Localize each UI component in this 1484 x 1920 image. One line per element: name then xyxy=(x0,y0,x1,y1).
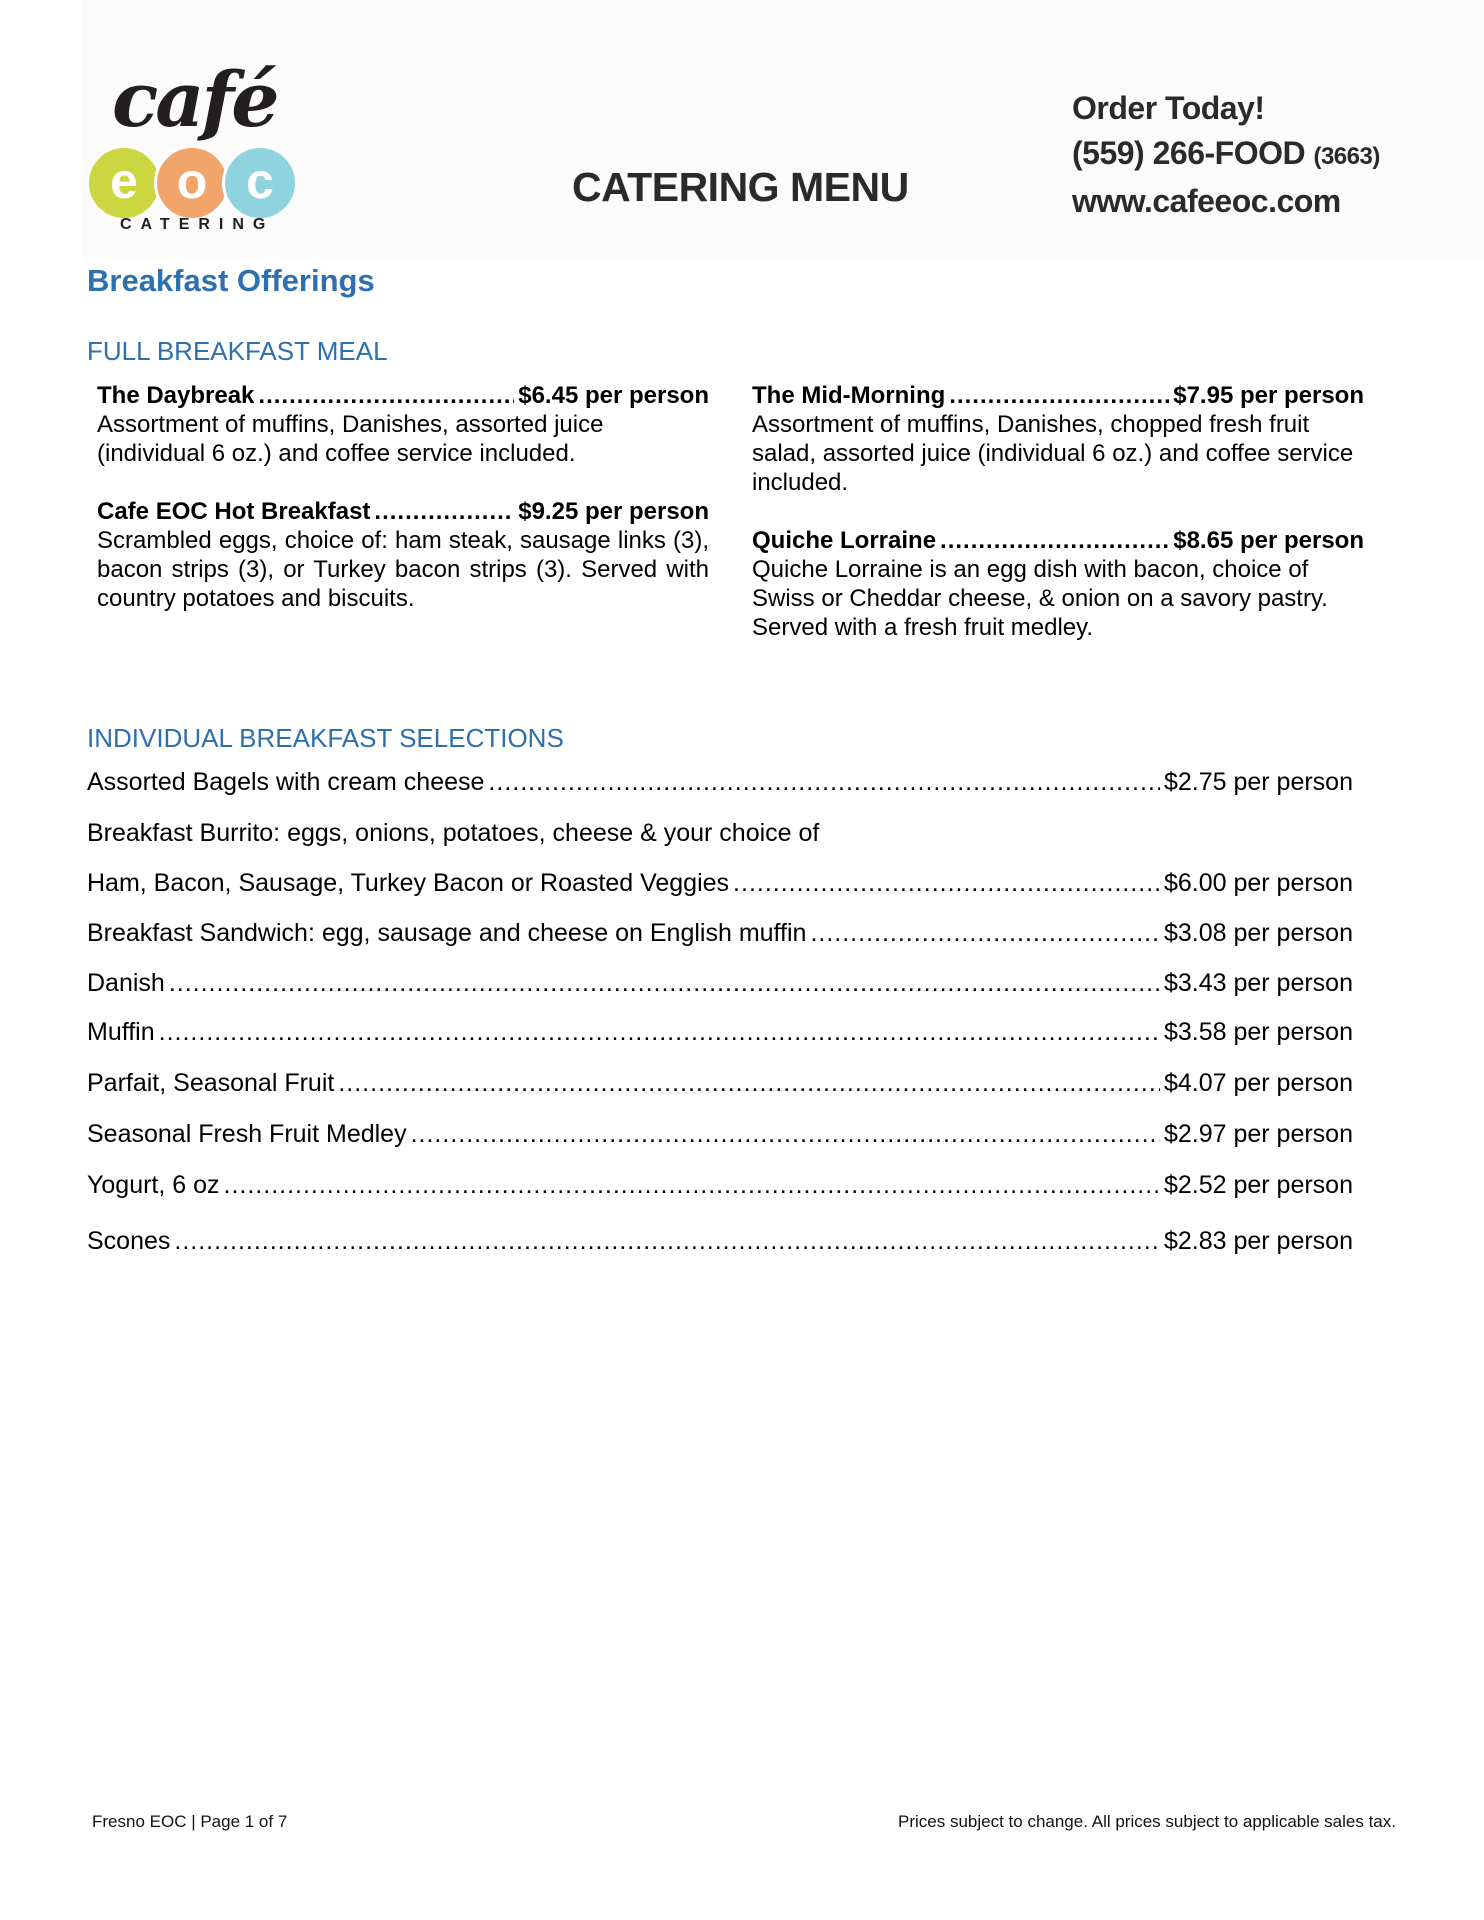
item-name: Yogurt, 6 oz xyxy=(87,1171,220,1199)
meal-row xyxy=(97,381,709,410)
meal-price: $6.45 per person xyxy=(518,382,709,409)
item-price: $6.00 per person xyxy=(1163,869,1353,897)
meal-desc: Scrambled eggs, choice of: ham steak, sausage links (3), bacon strips (3), or Turkey bacon strips (3). Served with country potatoes and biscuits. xyxy=(97,527,709,612)
burrito-intro xyxy=(87,819,1353,848)
logo-catering: CATERING xyxy=(120,216,275,233)
meal-row xyxy=(752,526,1364,555)
item-price: $2.75 per person xyxy=(1163,768,1353,796)
list-item xyxy=(87,1018,1353,1047)
meal-row xyxy=(752,381,1364,410)
item-name: Assorted Bagels with cream cheese xyxy=(87,768,485,796)
dot-leader xyxy=(159,1018,1160,1047)
item-price: $2.52 per person xyxy=(1163,1171,1353,1199)
list-item xyxy=(87,919,1353,948)
item-name: Muffin xyxy=(87,1018,155,1046)
footer-page-info: Fresno EOC | Page 1 of 7 xyxy=(92,1812,288,1831)
dot-leader xyxy=(224,1171,1160,1200)
dot-leader xyxy=(488,768,1160,797)
logo-circle-c: c xyxy=(222,145,298,221)
item-price: $3.43 per person xyxy=(1163,969,1353,997)
order-today: Order Today! xyxy=(1072,90,1265,126)
dot-leader xyxy=(174,1227,1160,1256)
dot-leader xyxy=(338,1069,1160,1098)
burrito-intro-text: Breakfast Burrito: eggs, onions, potatoes, cheese & your choice of xyxy=(87,819,820,847)
list-item xyxy=(87,1069,1353,1098)
item-price: $3.08 per person xyxy=(1163,919,1353,947)
dot-leader xyxy=(374,497,514,526)
item-name: Breakfast Sandwich: egg, sausage and cheese on English muffin xyxy=(87,919,807,947)
footer-disclaimer: Prices subject to change. All prices subject to applicable sales tax. xyxy=(898,1812,1396,1831)
meal-row xyxy=(97,497,709,526)
meal-item xyxy=(97,381,709,468)
dot-leader xyxy=(169,969,1160,998)
meal-name: Cafe EOC Hot Breakfast xyxy=(97,498,371,525)
meal-price: $8.65 per person xyxy=(1173,527,1364,554)
list-item xyxy=(87,1120,1353,1149)
phone-line xyxy=(1072,131,1380,179)
phone-number: (559) 266-FOOD xyxy=(1072,135,1306,171)
phone-ext: (3663) xyxy=(1313,143,1380,170)
item-price: $4.07 per person xyxy=(1163,1069,1353,1097)
dot-leader xyxy=(949,381,1169,410)
meal-name: The Mid-Morning xyxy=(752,382,946,409)
item-name: Seasonal Fresh Fruit Medley xyxy=(87,1120,407,1148)
meal-price: $9.25 per person xyxy=(518,498,709,525)
meal-name: The Daybreak xyxy=(97,382,255,409)
meal-item xyxy=(97,497,709,613)
item-name: Parfait, Seasonal Fruit xyxy=(87,1069,335,1097)
list-item xyxy=(87,1171,1353,1200)
list-item xyxy=(87,869,1353,898)
dot-leader xyxy=(810,919,1160,948)
cafe-eoc-logo xyxy=(86,55,306,235)
section-title: Breakfast Offerings xyxy=(87,263,375,298)
item-price: $2.97 per person xyxy=(1163,1120,1353,1148)
full-meal-heading: FULL BREAKFAST MEAL xyxy=(87,336,388,366)
individual-heading: INDIVIDUAL BREAKFAST SELECTIONS xyxy=(87,723,564,753)
contact-block xyxy=(1072,86,1380,224)
meal-desc: Quiche Lorraine is an egg dish with bacon, choice of Swiss or Cheddar cheese, & onion on a savory pastry. Served with a fresh fruit medley. xyxy=(752,556,1328,641)
meal-item xyxy=(752,381,1364,497)
logo-script: café xyxy=(112,55,277,144)
item-name: Ham, Bacon, Sausage, Turkey Bacon or Roasted Veggies xyxy=(87,869,730,897)
website-link[interactable]: www.cafeeoc.com xyxy=(1072,183,1341,219)
list-item xyxy=(87,768,1353,797)
dot-leader xyxy=(258,381,514,410)
dot-leader xyxy=(940,526,1169,555)
item-name: Scones xyxy=(87,1227,171,1255)
item-name: Danish xyxy=(87,969,165,997)
meal-name: Quiche Lorraine xyxy=(752,527,937,554)
item-price: $2.83 per person xyxy=(1163,1227,1353,1255)
page-title: CATERING MENU xyxy=(572,164,909,210)
meal-item xyxy=(752,526,1364,642)
logo-circle-o: o xyxy=(154,145,230,221)
item-price: $3.58 per person xyxy=(1163,1018,1353,1046)
meal-desc: Assortment of muffins, Danishes, assorted juice (individual 6 oz.) and coffee service included. xyxy=(97,411,604,467)
list-item xyxy=(87,969,1353,998)
dot-leader xyxy=(733,869,1160,898)
meal-price: $7.95 per person xyxy=(1173,382,1364,409)
list-item xyxy=(87,1227,1353,1256)
logo-circle-e: e xyxy=(86,145,162,221)
meal-desc: Assortment of muffins, Danishes, chopped fresh fruit salad, assorted juice (individual 6 oz.) and coffee service included. xyxy=(752,411,1354,496)
dot-leader xyxy=(411,1120,1160,1149)
